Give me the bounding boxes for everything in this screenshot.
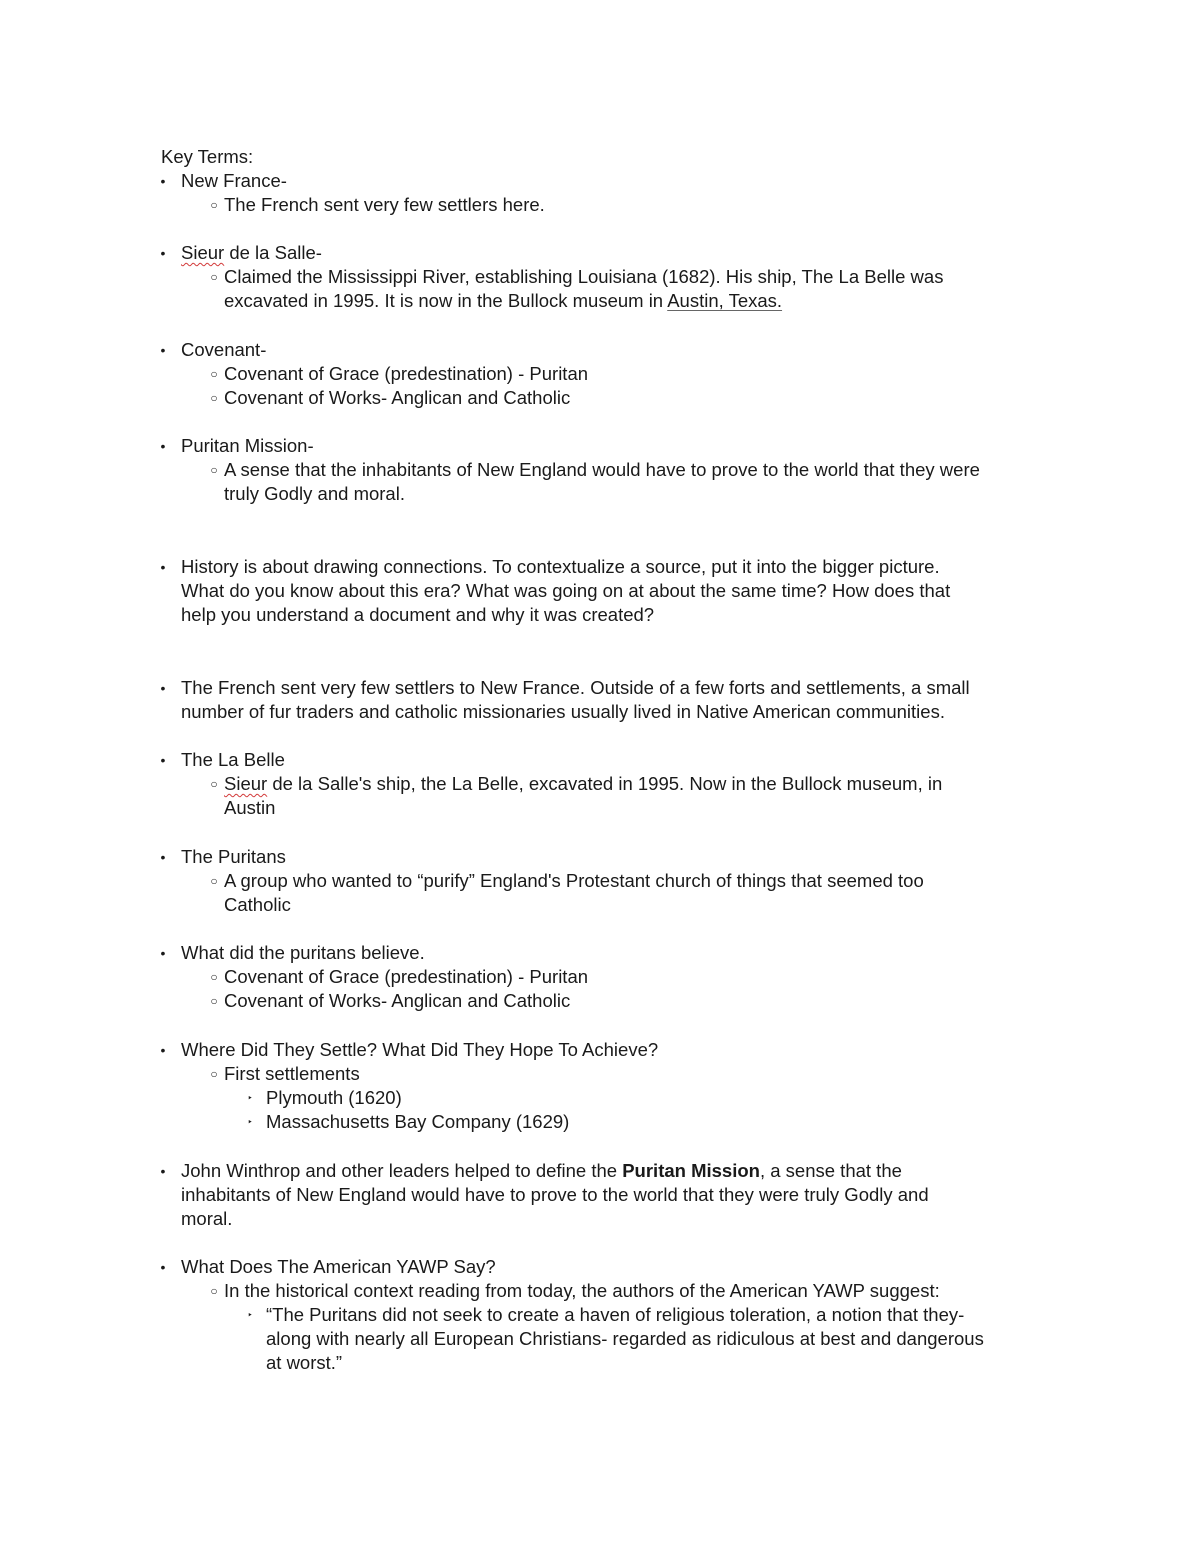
french-note-line2: number of fur traders and catholic missionaries usually lived in Native American communities. — [181, 701, 945, 722]
sub-bullet: ○ — [210, 463, 218, 477]
winthrop-line1: John Winthrop and other leaders helped to define the Puritan Mission, a sense that the — [181, 1160, 902, 1181]
bullet: • — [160, 173, 166, 189]
austin-texas-underlined-text: Austin, Texas. — [667, 290, 783, 311]
salle-definition-line2: excavated in 1995. It is now in the Bullock museum in Austin, Texas. — [224, 290, 783, 311]
covenant-of-grace: Covenant of Grace (predestination) - Puritan — [224, 363, 589, 384]
bullet: • — [160, 1163, 166, 1179]
la-belle-line1: Sieur de la Salle's ship, the La Belle, excavated in 1995. Now in the Bullock museum, in — [224, 773, 943, 794]
bullet: • — [160, 1259, 166, 1275]
spellcheck-flagged-word: Sieur — [224, 773, 268, 794]
plymouth: Plymouth (1620) — [266, 1087, 402, 1108]
history-note-line3: help you understand a document and why it was created? — [181, 604, 655, 625]
sub-bullet: ○ — [210, 777, 218, 791]
sub-bullet: ○ — [210, 391, 218, 405]
winthrop-line3: moral. — [181, 1208, 233, 1229]
sub-bullet: ○ — [210, 1067, 218, 1081]
puritans-title: The Puritans — [181, 846, 286, 867]
new-france-definition: The French sent very few settlers here. — [224, 194, 545, 215]
sub-sub-bullet: ‣ — [247, 1310, 253, 1320]
key-terms-heading: Key Terms: — [161, 146, 254, 167]
term-new-france: New France- — [181, 170, 287, 191]
bullet: • — [160, 559, 166, 575]
puritans-line2: Catholic — [224, 894, 291, 915]
spellcheck-flagged-word: Sieur — [181, 242, 225, 263]
yawp-quote-line1: “The Puritans did not seek to create a haven of religious toleration, a notion that they- — [266, 1304, 965, 1325]
sub-bullet: ○ — [210, 367, 218, 381]
term-puritan-mission: Puritan Mission- — [181, 435, 314, 456]
yawp-quote-line2: along with nearly all European Christians- regarded as ridiculous at best and dangerous — [266, 1328, 984, 1349]
believe-covenant-of-works: Covenant of Works- Anglican and Catholic — [224, 990, 571, 1011]
sub-bullet: ○ — [210, 1284, 218, 1298]
sub-bullet: ○ — [210, 198, 218, 212]
bullet: • — [160, 849, 166, 865]
term-sieur-de-la-salle: Sieur de la Salle- — [181, 242, 322, 263]
sub-bullet: ○ — [210, 270, 218, 284]
puritan-mission-definition-line2: truly Godly and moral. — [224, 483, 405, 504]
bullet: • — [160, 680, 166, 696]
bullet: • — [160, 342, 166, 358]
la-belle-title: The La Belle — [181, 749, 285, 770]
bullet: • — [160, 245, 166, 261]
french-note-line1: The French sent very few settlers to New France. Outside of a few forts and settlements, a small — [181, 677, 970, 698]
believe-covenant-of-grace: Covenant of Grace (predestination) - Puritan — [224, 966, 589, 987]
bullet: • — [160, 1042, 166, 1058]
salle-definition-line1: Claimed the Mississippi River, establishing Louisiana (1682). His ship, The La Belle was — [224, 266, 944, 287]
la-belle-line2: Austin — [224, 797, 276, 818]
massachusetts-bay-company: Massachusetts Bay Company (1629) — [266, 1111, 570, 1132]
sub-sub-bullet: ‣ — [247, 1093, 253, 1103]
puritan-mission-definition-line1: A sense that the inhabitants of New England would have to prove to the world that they were — [224, 459, 980, 480]
sub-bullet: ○ — [210, 970, 218, 984]
yawp-quote-line3: at worst.” — [266, 1352, 343, 1373]
settle-title: Where Did They Settle? What Did They Hope To Achieve? — [181, 1039, 659, 1060]
winthrop-line2: inhabitants of New England would have to prove to the world that they were truly Godly and — [181, 1184, 929, 1205]
bullet: • — [160, 945, 166, 961]
history-note-line1: History is about drawing connections. To contextualize a source, put it into the bigger picture. — [181, 556, 940, 577]
term-covenant: Covenant- — [181, 339, 267, 360]
yawp-title: What Does The American YAWP Say? — [181, 1256, 496, 1277]
yawp-context: In the historical context reading from today, the authors of the American YAWP suggest: — [224, 1280, 940, 1301]
bullet: • — [160, 438, 166, 454]
sub-bullet: ○ — [210, 994, 218, 1008]
bullet: • — [160, 752, 166, 768]
history-note-line2: What do you know about this era? What was going on at about the same time? How does that — [181, 580, 951, 601]
puritan-mission-bold: Puritan Mission — [622, 1160, 760, 1181]
sub-sub-bullet: ‣ — [247, 1117, 253, 1127]
first-settlements: First settlements — [224, 1063, 360, 1084]
puritans-line1: A group who wanted to “purify” England's Protestant church of things that seemed too — [224, 870, 924, 891]
believe-title: What did the puritans believe. — [181, 942, 425, 963]
covenant-of-works: Covenant of Works- Anglican and Catholic — [224, 387, 571, 408]
sub-bullet: ○ — [210, 874, 218, 888]
